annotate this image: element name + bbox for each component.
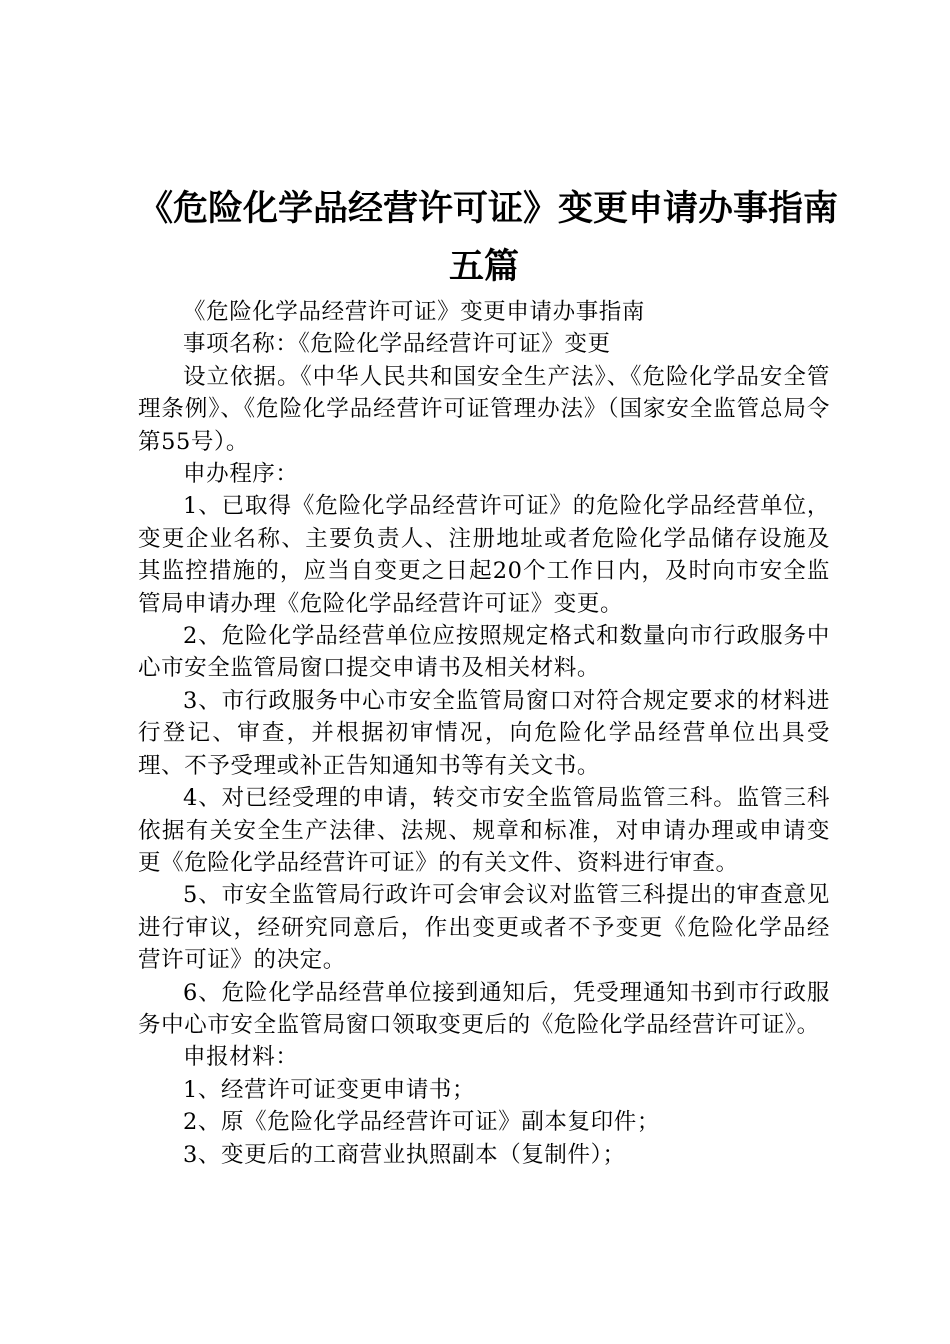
document-page bbox=[138, 180, 839, 1171]
procedure-heading: 申办程序： bbox=[183, 461, 299, 488]
title-line-1: 《危险化学品经营许可证》变更申请办事指南 bbox=[138, 189, 839, 229]
procedure-step-2: 2、危险化学品经营单位应按照规定格式和数量向市行政服务中心市安全监管局窗口提交申请书及相关材料。 bbox=[138, 623, 830, 682]
procedure-step-3: 3、市行政服务中心市安全监管局窗口对符合规定要求的材料进行登记、审查，并根据初审情况，向危险化学品经营单位出具受理、不予受理或补正告知通知书等有关文书。 bbox=[138, 687, 830, 779]
subtitle-paragraph: 《危险化学品经营许可证》变更申请办事指南 bbox=[183, 299, 646, 325]
item-name-paragraph: 事项名称：《危险化学品经营许可证》变更 bbox=[183, 331, 611, 358]
procedure-step-4: 4、对已经受理的申请，转交市安全监管局监管三科。监管三科依据有关安全生产法律、法规、规章和标准，对申请办理或申请变更《危险化学品经营许可证》的有关文件、资料进行审查。 bbox=[138, 785, 830, 876]
materials-heading: 申报材料： bbox=[183, 1044, 299, 1071]
material-item-1: 1、经营许可证变更申请书； bbox=[183, 1076, 476, 1103]
material-item-3: 3、变更后的工商营业执照副本（复制件）； bbox=[183, 1141, 626, 1168]
procedure-step-5: 5、市安全监管局行政许可会审会议对监管三科提出的审查意见进行审议，经研究同意后，作出变更或者不予变更《危险化学品经营许可证》的决定。 bbox=[138, 882, 830, 974]
document-title bbox=[138, 180, 839, 296]
title-line-2: 五篇 bbox=[448, 247, 519, 287]
procedure-step-6: 6、危险化学品经营单位接到通知后，凭受理通知书到市行政服务中心市安全监管局窗口领取变更后的《危险化学品经营许可证》。 bbox=[138, 979, 830, 1038]
procedure-step-1: 1、已取得《危险化学品经营许可证》的危险化学品经营单位，变更企业名称、主要负责人、注册地址或者危险化学品储存设施及其监控措施的，应当自变更之日起20个工作日内，及时向市安全监管局申请办理《危险化学品经营许可证》变更。 bbox=[138, 493, 830, 617]
legal-basis-paragraph: 设立依据。《中华人民共和国安全生产法》、《危险化学品安全管理条例》、《危险化学品经营许可证管理办法》（国家安全监管总局令第55号）。 bbox=[138, 363, 830, 455]
material-item-2: 2、原《危险化学品经营许可证》副本复印件； bbox=[183, 1109, 660, 1136]
